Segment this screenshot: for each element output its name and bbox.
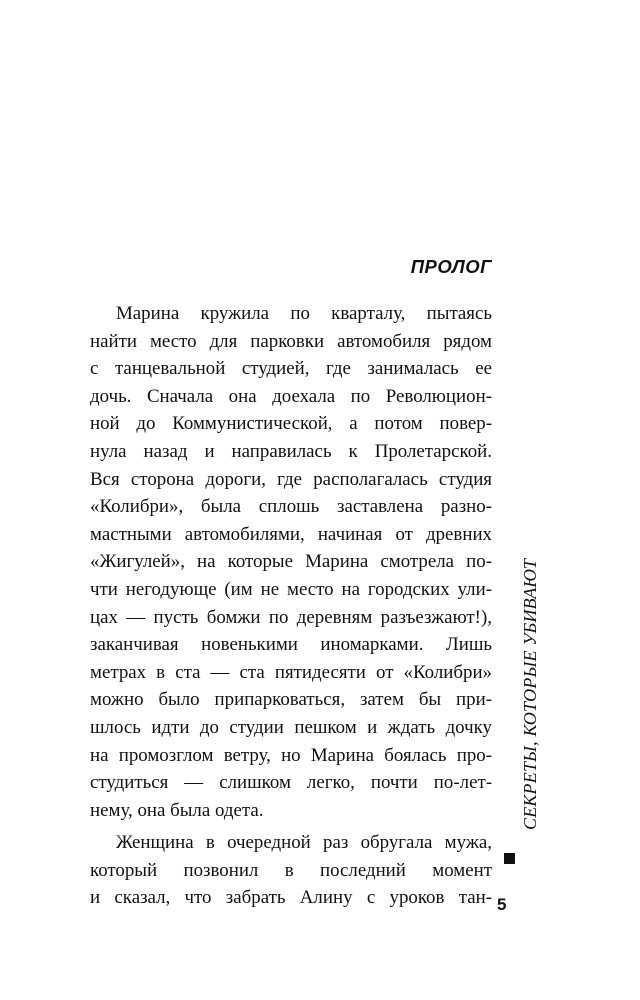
text-line: цах — пусть бомжи по деревням разъезжают!), — [90, 606, 492, 628]
text-line: и сказал, что забрать Алину с уроков тан- — [90, 887, 492, 909]
running-head: СЕКРЕТЫ, КОТОРЫЕ УБИВАЮТ — [520, 558, 540, 830]
text-line: который позвонил в последний момент — [90, 859, 492, 881]
text-line: нула назад и направилась к Пролетарской. — [90, 440, 492, 462]
text-line: Женщина в очередной раз обругала мужа, — [116, 832, 492, 854]
chapter-title: ПРОЛОГ — [410, 256, 492, 277]
paragraph-1 — [90, 300, 492, 824]
text-line: заканчивая новенькими иномарками. Лишь — [90, 634, 492, 656]
text-line: с танцевальной студией, где занималась ее — [90, 358, 492, 380]
text-line: можно было припарковаться, затем бы при- — [90, 689, 492, 711]
text-line: найти место для парковки автомобиля рядом — [90, 330, 492, 352]
text-line: студиться — слишком легко, почти по-лет- — [90, 772, 492, 794]
page-number: 5 — [497, 895, 507, 914]
body-text — [90, 300, 492, 912]
text-line: дочь. Сначала она доехала по Революцион- — [90, 385, 492, 407]
text-line: Марина кружила по кварталу, пытаясь — [116, 303, 492, 324]
text-line: мастными автомобилями, начиная от древних — [90, 523, 492, 545]
text-line: нему, она была одета. — [90, 799, 264, 821]
text-line: ной до Коммунистической, а потом повер- — [90, 413, 492, 435]
text-line: «Жигулей», на которые Марина смотрела по- — [90, 551, 492, 573]
square-marker-icon — [504, 853, 515, 864]
text-line: на промозглом ветру, но Марина боялась про- — [90, 744, 492, 766]
text-line: шлось идти до студии пешком и ждать дочку — [90, 716, 492, 738]
text-line: Вся сторона дороги, где располагалась студия — [90, 468, 492, 490]
text-line: чти негодующе (им не место на городских ули- — [90, 578, 492, 600]
paragraph-2 — [90, 829, 492, 912]
text-line: «Колибри», была сплошь заставлена разно- — [90, 496, 492, 518]
text-line: метрах в ста — ста пятидесяти от «Колибри» — [90, 661, 492, 683]
